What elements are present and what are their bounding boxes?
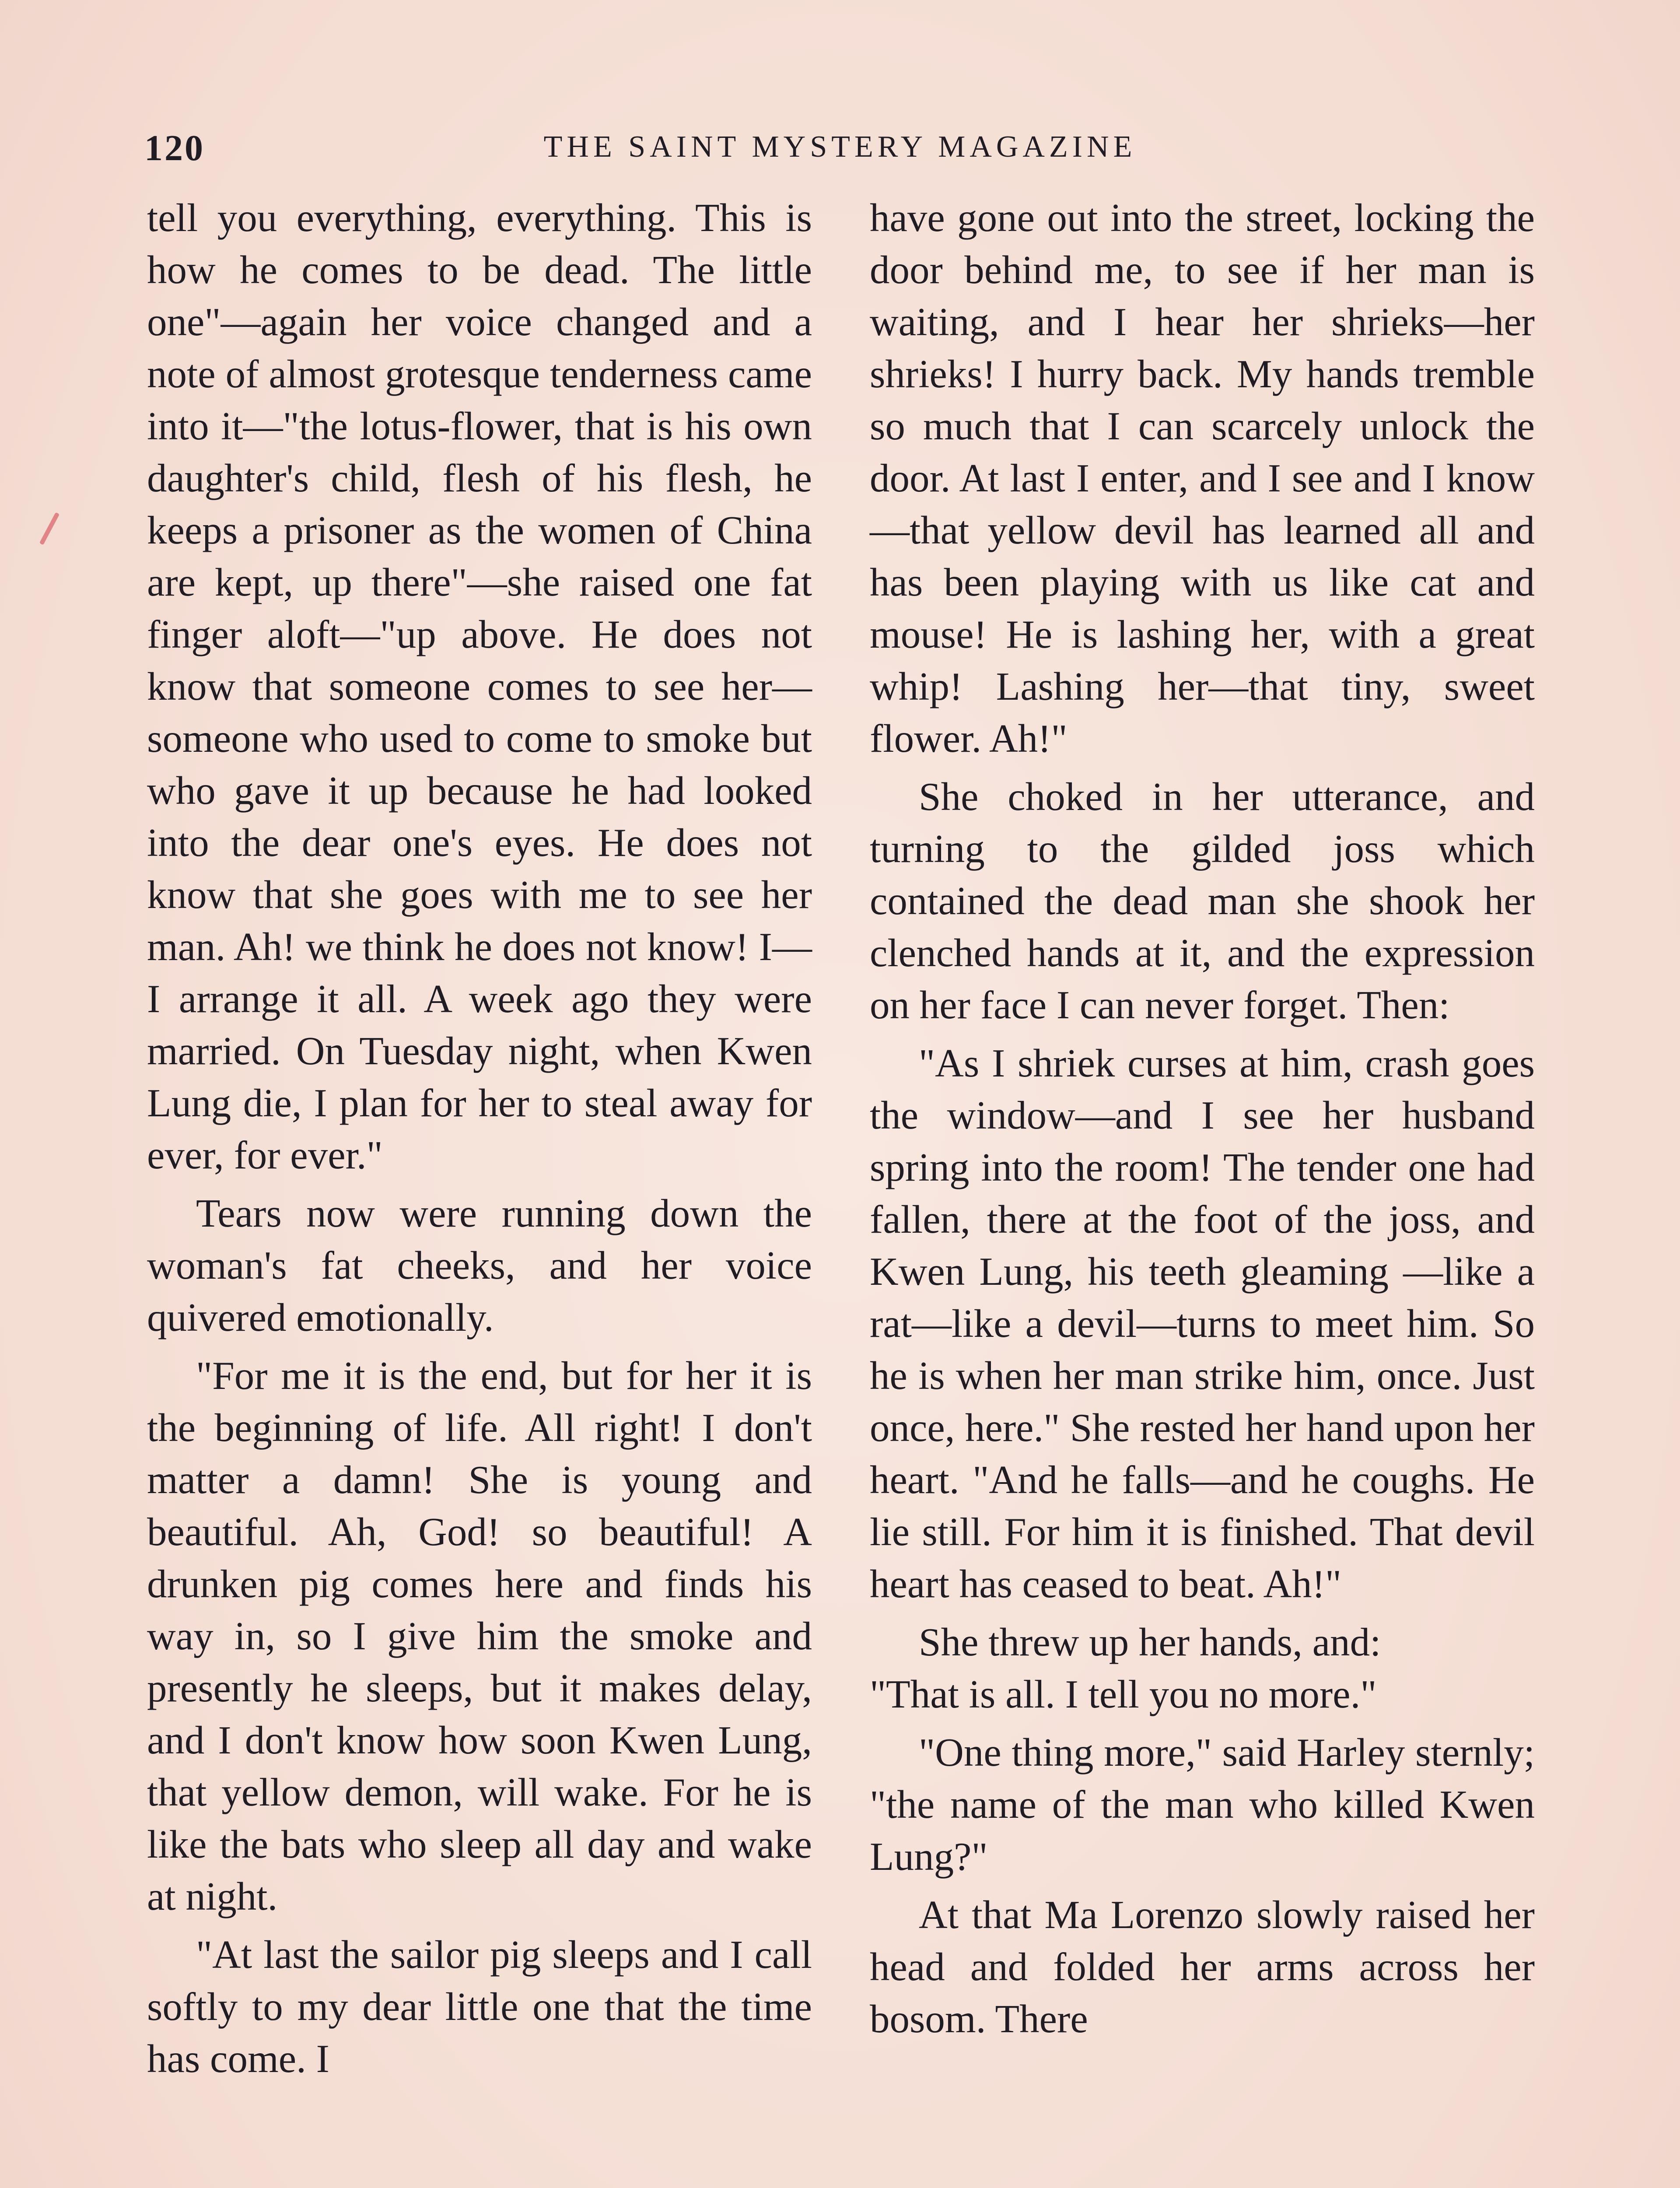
paragraph: have gone out into the street, locking the door behind me, to see if her man is waiting, and I hear her shrieks—her shrieks! I hurry back. My hands tremble so much that I can scarcely unlock the door. At last I enter, and I see and I know—that yellow devil has learned all and has been playing with us like cat and mouse! He is lashing her, with a great whip! Lashing her—that tiny, sweet flower. Ah!"	[870, 196, 1535, 761]
page-number: 120	[144, 128, 205, 168]
paragraph: She choked in her utterance, and turning to the gilded joss which contained the dead man she shook her clenched hands at it, and the expression on her face I can never forget. Then:	[870, 775, 1535, 1027]
paragraph: "At last the sailor pig sleeps and I call softly to my dear little one that the time has come. I	[147, 1932, 812, 2081]
page-header	[144, 127, 1536, 179]
paragraph: tell you everything, everything. This is how he comes to be dead. The little one"—again her voice changed and a note of almost grotesque tenderness came into it—"the lotus-flower, that is his own daughter's child, flesh of his flesh, he keeps a prisoner as the women of China are kept, up there"—she raised one fat finger aloft—"up above. He does not know that someone comes to see her—someone who used to come to smoke but who gave it up because he had looked into the dear one's eyes. He does not know that she goes with me to see her man. Ah! we think he does not know! I—I arrange it all. A week ago they were married. On Tuesday night, when Kwen Lung die, I plan for her to steal away for ever, for ever."	[147, 196, 812, 1177]
paragraph: "As I shriek curses at him, crash goes the window—and I see her husband spring into the room! The tender one had fallen, there at the foot of the joss, and Kwen Lung, his teeth gleaming —like a rat—like a devil—turns to meet him. So he is when her man strike him, once. Just once, here." She rested her hand upon her heart. "And he falls—and he coughs. He lie still. For him it is finished. That devil heart has ceased to beat. Ah!"	[870, 1041, 1535, 1606]
paragraph: "One thing more," said Harley sternly; "the name of the man who killed Kwen Lung?"	[870, 1730, 1535, 1879]
paragraph: At that Ma Lorenzo slowly raised her head and folded her arms across her bosom. There	[870, 1893, 1535, 2041]
paragraph: She threw up her hands, and:	[919, 1620, 1381, 1664]
text-column-left	[147, 192, 812, 2085]
paragraph: Tears now were running down the woman's fat cheeks, and her voice quivered emotionally.	[147, 1191, 812, 1339]
paragraph: "That is all. I tell you no more."	[870, 1672, 1377, 1716]
running-title: THE SAINT MYSTERY MAGAZINE	[543, 130, 1137, 164]
text-column-right	[870, 192, 1535, 2045]
paragraph: "For me it is the end, but for her it is the beginning of life. All right! I don't matter a damn! She is young and beautiful. Ah, God! so beautiful! A drunken pig comes here and finds his way in, so I give him the smoke and presently he sleeps, but it makes delay, and I don't know how soon Kwen Lung, that yellow demon, will wake. For he is like the bats who sleep all day and wake at night.	[147, 1353, 812, 1918]
pencil-mark	[39, 512, 60, 545]
